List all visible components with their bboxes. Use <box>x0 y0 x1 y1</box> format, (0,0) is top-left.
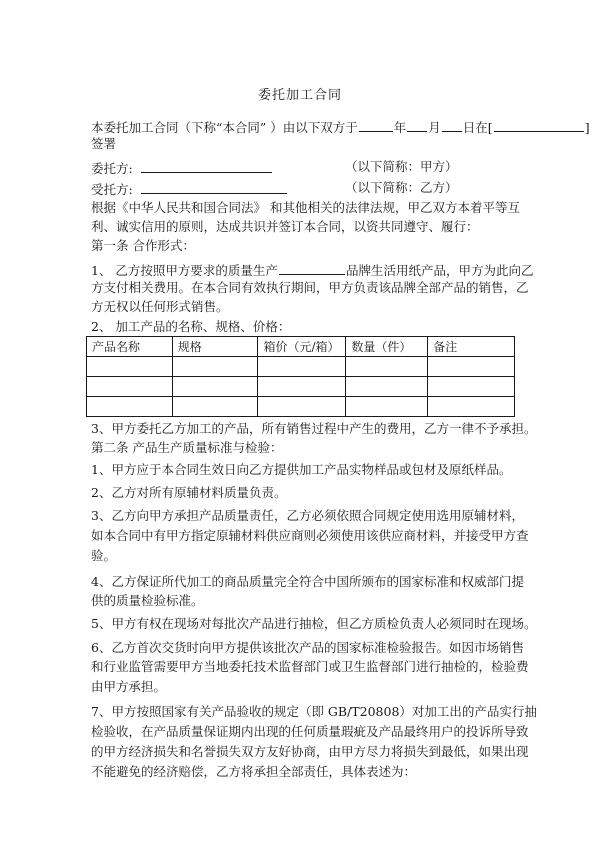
article-2-line: 不能避免的经济赔偿，乙方将承担全部责任，具体表述为： <box>91 764 417 779</box>
intro-line-2: 签署 <box>91 136 117 151</box>
table-header-cell: 箱价（元/箱） <box>258 337 346 357</box>
article-1-item-3: 3、甲方委托乙方加工的产品，所有销售过程中产生的费用，乙方一律不予承担。 <box>91 421 537 436</box>
article-1-item-1-line-3: 方无权以任何形式销售。 <box>91 299 229 314</box>
intro-prefix: 本委托加工合同（下称“本合同” ）由以下双方于 <box>91 120 358 135</box>
table-header-cell: 数量（件） <box>346 337 428 357</box>
year-blank <box>359 118 393 132</box>
intro-month: 月 <box>428 120 441 135</box>
table-header-row <box>87 337 515 357</box>
table-cell <box>346 357 428 377</box>
article-2-line: 3、乙方向甲方承担产品质量责任，乙方必须依照合同规定使用选用原辅材料， <box>91 508 524 523</box>
table-cell <box>428 357 515 377</box>
table-cell <box>87 377 173 397</box>
article-2-line: 5、甲方有权在现场对每批次产品进行抽检，但乙方质检负责人必须同时在现场。 <box>91 616 537 631</box>
table-header-cell: 备注 <box>428 337 515 357</box>
table-row <box>87 377 515 397</box>
article-2-line: 检验收，在产品质量保证期内出现的任何质量瑕疵及产品最终用户的投诉所导致 <box>91 724 529 739</box>
place-blank <box>494 118 584 132</box>
art1-item1-suffix: 品牌生活用纸产品，甲方为此向乙 <box>345 263 534 278</box>
table-cell <box>258 357 346 377</box>
article-2-line: 7、甲方按照国家有关产品验收的规定（即 GB/T20808）对加工出的产品实行抽 <box>91 704 537 719</box>
article-2-line: 供的质量检验标准。 <box>91 593 204 608</box>
client-note: （以下简称：甲方） <box>345 159 458 174</box>
day-blank <box>442 118 462 132</box>
article-2-heading: 第二条 产品生产质量标准与检验： <box>91 440 283 455</box>
table-cell <box>428 397 515 417</box>
article-1-heading: 第一条 合作形式： <box>91 238 195 253</box>
contractor-label: 受托方: <box>91 182 133 197</box>
intro-line <box>91 118 590 136</box>
product-table <box>86 336 515 417</box>
intro-close: ] <box>584 120 590 135</box>
table-cell <box>346 397 428 417</box>
client-line <box>91 159 273 177</box>
contractor-note: （以下简称：乙方） <box>345 180 458 195</box>
table-cell <box>258 377 346 397</box>
table-row <box>87 397 515 417</box>
table-cell <box>87 357 173 377</box>
table-cell <box>428 377 515 397</box>
basis-line-1: 根据《中华人民共和国合同法》 和其他相关的法律法规，甲乙双方本着平等互 <box>91 200 520 215</box>
article-2-line: 的甲方经济损失和名誉损失双方友好协商，由甲方尽力将损失到最低，如果出现 <box>91 744 529 759</box>
article-2-line: 如本合同中有甲方指定原辅材料供应商则必须使用该供应商材料，并接受甲方查 <box>91 528 529 543</box>
table-cell <box>172 357 258 377</box>
art1-item1-prefix: 1、 乙方按照甲方要求的质量生产 <box>91 263 278 278</box>
article-1-item-1 <box>91 261 533 279</box>
month-blank <box>407 118 427 132</box>
client-name-blank <box>141 159 272 173</box>
article-2-line: 4、乙方保证所代加工的商品质量完全符合中国所颁布的国家标准和权威部门提 <box>91 574 524 589</box>
article-2-line: 2、乙方对所有原辅材料质量负责。 <box>91 485 287 500</box>
client-label: 委托方: <box>91 161 133 176</box>
basis-line-2: 利、诚实信用的原则，达成共识并签订本合同，以资共同遵守、履行： <box>91 219 479 234</box>
table-header-cell: 产品名称 <box>87 337 173 357</box>
table-cell <box>172 377 258 397</box>
page-title: 委托加工合同 <box>257 88 342 103</box>
table-cell <box>346 377 428 397</box>
table-row <box>87 357 515 377</box>
article-2-line: 6、乙方首次交货时向甲方提供该批次产品的国家标准检验报告。如因市场销售 <box>91 640 524 655</box>
article-1-item-2: 2、 加工产品的名称、规格、价格： <box>91 319 291 334</box>
table-cell <box>172 397 258 417</box>
article-1-item-1-line-2: 方支付相关费用。在本合同有效执行期间，甲方负责该品牌全部产品的销售，乙 <box>91 280 529 295</box>
table-cell <box>258 397 346 417</box>
intro-year: 年 <box>393 120 407 135</box>
contractor-line <box>91 180 288 198</box>
brand-blank <box>279 261 345 275</box>
article-2-line: 验。 <box>91 548 117 563</box>
intro-day-at: 日在[ <box>462 120 493 135</box>
article-2-line: 由甲方承担。 <box>91 679 167 694</box>
table-cell <box>87 397 173 417</box>
contractor-name-blank <box>141 180 287 194</box>
article-2-line: 1、甲方应于本合同生效日向乙方提供加工产品实物样品或包材及原纸样品。 <box>91 462 512 477</box>
article-2-line: 和行业监管需要甲方当地委托技术监督部门或卫生监督部门进行抽检的，检验费 <box>91 659 529 674</box>
table-header-cell: 规格 <box>172 337 258 357</box>
